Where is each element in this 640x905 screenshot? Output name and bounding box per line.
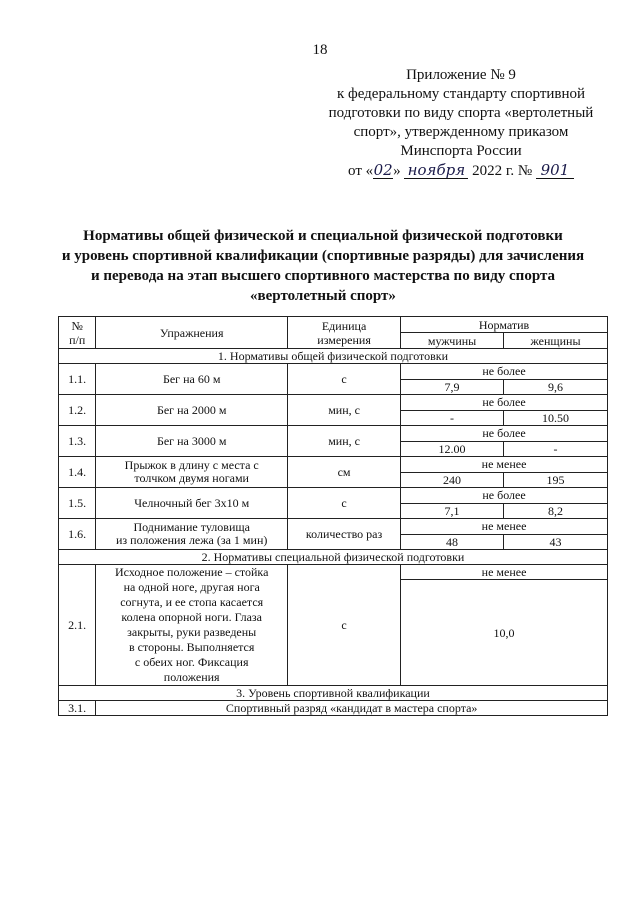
row-condition: не более	[401, 488, 608, 504]
table-row	[59, 364, 608, 380]
row-no: 1.2.	[59, 395, 96, 426]
row-male: 240	[401, 472, 504, 488]
header-male: мужчины	[401, 333, 504, 349]
norms-table	[58, 316, 608, 716]
section-1-title: 1. Нормативы общей физической подготовки	[59, 349, 608, 364]
row-no: 3.1.	[59, 701, 96, 716]
section-row	[59, 686, 608, 701]
section-row	[59, 550, 608, 565]
row-female: 10.50	[504, 410, 608, 426]
order-quote: »	[393, 163, 401, 179]
row-no: 1.4.	[59, 457, 96, 488]
row-male: 48	[401, 534, 504, 550]
row-no: 1.5.	[59, 488, 96, 519]
row-exercise: Бег на 2000 м	[96, 395, 288, 426]
table-row	[59, 488, 608, 504]
appendix-line: спорт», утвержденному приказом	[353, 124, 569, 140]
row-male: 12.00	[401, 441, 504, 457]
table-row	[59, 457, 608, 473]
header-unit: Единица измерения	[288, 317, 401, 349]
row-condition: не более	[401, 364, 608, 380]
row-unit: см	[288, 457, 401, 488]
table-header-row	[59, 317, 608, 333]
row-female: 195	[504, 472, 608, 488]
appendix-line: подготовки по виду спорта «вертолетный	[328, 105, 594, 121]
table-row	[59, 519, 608, 535]
row-rank: Спортивный разряд «кандидат в мастера спорта»	[96, 701, 608, 716]
order-number: 901	[536, 162, 574, 179]
table-row	[59, 565, 608, 580]
row-no: 1.1.	[59, 364, 96, 395]
table-row	[59, 701, 608, 716]
title-line: «вертолетный спорт»	[250, 288, 396, 304]
row-unit: с	[288, 488, 401, 519]
document-title	[40, 226, 606, 306]
table-row	[59, 426, 608, 442]
section-2-title: 2. Нормативы специальной физической подготовки	[59, 550, 608, 565]
row-unit: мин, с	[288, 395, 401, 426]
row-exercise: Прыжок в длину с места с толчком двумя ногами	[96, 457, 288, 488]
row-unit: с	[288, 565, 401, 686]
appendix-header	[296, 66, 626, 181]
row-exercise: Челночный бег 3х10 м	[96, 488, 288, 519]
row-no: 1.3.	[59, 426, 96, 457]
header-female: женщины	[504, 333, 608, 349]
order-day: 02	[373, 161, 393, 179]
row-female: 43	[504, 534, 608, 550]
row-exercise: Бег на 60 м	[96, 364, 288, 395]
appendix-title: Приложение № 9	[406, 67, 516, 83]
row-female: -	[504, 441, 608, 457]
order-month: ноября	[404, 162, 468, 179]
appendix-line: Минспорта России	[400, 143, 522, 159]
header-norm: Норматив	[401, 317, 608, 333]
row-female: 8,2	[504, 503, 608, 519]
page-number: 18	[312, 42, 328, 58]
row-male: 7,1	[401, 503, 504, 519]
order-prefix: от «	[348, 163, 374, 179]
row-male: 7,9	[401, 379, 504, 395]
section-3-title: 3. Уровень спортивной квалификации	[59, 686, 608, 701]
row-condition: не менее	[401, 457, 608, 473]
row-female: 9,6	[504, 379, 608, 395]
row-unit: мин, с	[288, 426, 401, 457]
title-line: и уровень спортивной квалификации (спортивные разряды) для зачисления	[61, 248, 585, 264]
row-condition: не менее	[401, 519, 608, 535]
appendix-line: к федеральному стандарту спортивной	[336, 86, 586, 102]
title-line: и перевода на этап высшего спортивного мастерства по виду спорта	[90, 268, 556, 284]
row-no: 2.1.	[59, 565, 96, 686]
header-no: № п/п	[59, 317, 96, 349]
row-condition: не более	[401, 395, 608, 411]
row-condition: не более	[401, 426, 608, 442]
row-condition: не менее	[401, 565, 608, 580]
row-value: 10,0	[401, 580, 608, 686]
row-exercise: Поднимание туловища из положения лежа (за 1 мин)	[96, 519, 288, 550]
row-no: 1.6.	[59, 519, 96, 550]
row-male: -	[401, 410, 504, 426]
row-exercise: Исходное положение – стойка на одной ноге, другая нога согнута, и ее стопа касается колена опорной ноги. Глаза закрыты, руки разведены в стороны. Выполняется с обеих ног. Фиксация положения	[96, 565, 288, 686]
header-exercise: Упражнения	[96, 317, 288, 349]
row-unit: с	[288, 364, 401, 395]
order-date-line	[296, 162, 626, 181]
title-line: Нормативы общей физической и специальной физической подготовки	[83, 228, 563, 244]
table-row	[59, 395, 608, 411]
row-unit: количество раз	[288, 519, 401, 550]
row-exercise: Бег на 3000 м	[96, 426, 288, 457]
section-row	[59, 349, 608, 364]
order-year: 2022 г. №	[472, 163, 533, 179]
